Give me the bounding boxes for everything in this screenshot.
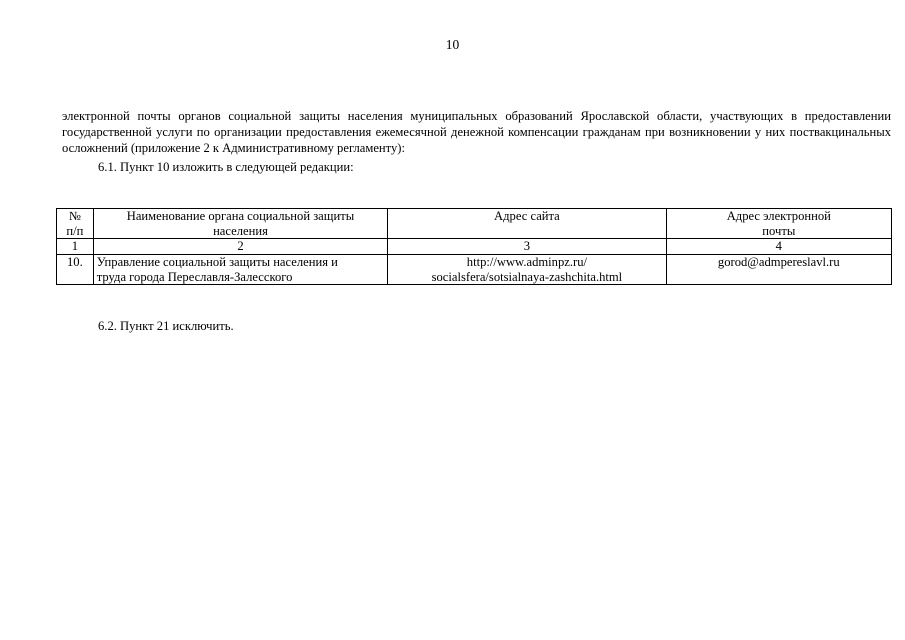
header-email-line1: Адрес электронной [726, 209, 831, 223]
header-number-line2: п/п [66, 223, 84, 238]
column-number-cell: 1 [57, 239, 94, 255]
header-number-line1: № [68, 209, 81, 223]
item-6-1-paragraph: 6.1. Пункт 10 изложить в следующей редакции: [98, 160, 354, 174]
table-column-number-row [57, 239, 892, 255]
item-6-2-paragraph: 6.2. Пункт 21 исключить. [98, 319, 234, 333]
column-number-cell: 3 [388, 239, 666, 255]
header-name-line2: населения [213, 223, 268, 238]
column-number-cell: 4 [666, 239, 891, 255]
row-number-cell: 10. [57, 255, 94, 285]
header-cell-site [388, 209, 666, 239]
row-name-cell [93, 255, 387, 285]
row-name-line1: Управление социальной защиты населения и [96, 255, 338, 269]
row-site-line1: http://www.adminpz.ru/ [466, 255, 587, 269]
header-cell-name [93, 209, 387, 239]
row-email-cell [666, 255, 891, 285]
page-number: 10 [445, 37, 460, 52]
intro-paragraph: электронной почты органов социальной защиты населения муниципальных образований Ярославской области, участвующих в предоставлении государственной услуги по организации предоставления ежемесячной денежной компенсации гражданам при возникновении у них поствакцинальных осложнений (приложение 2 к Административному регламенту): [62, 109, 891, 155]
row-site-cell [388, 255, 666, 285]
header-cell-email [666, 209, 891, 239]
row-name-line2: труда города Переславля-Залесского [96, 269, 293, 284]
header-site-label: Адрес сайта [494, 209, 560, 223]
social-protection-table [56, 208, 892, 285]
header-email-line2: почты [762, 223, 796, 238]
table-header-row [57, 209, 892, 239]
row-email: gorod@admpereslavl.ru [717, 255, 840, 269]
column-number-cell: 2 [93, 239, 387, 255]
header-cell-number [57, 209, 94, 239]
table-row [57, 255, 892, 285]
row-site-line2: socialsfera/sotsialnaya-zashchita.html [431, 269, 623, 284]
header-name-line1: Наименование органа социальной защиты [126, 209, 355, 223]
